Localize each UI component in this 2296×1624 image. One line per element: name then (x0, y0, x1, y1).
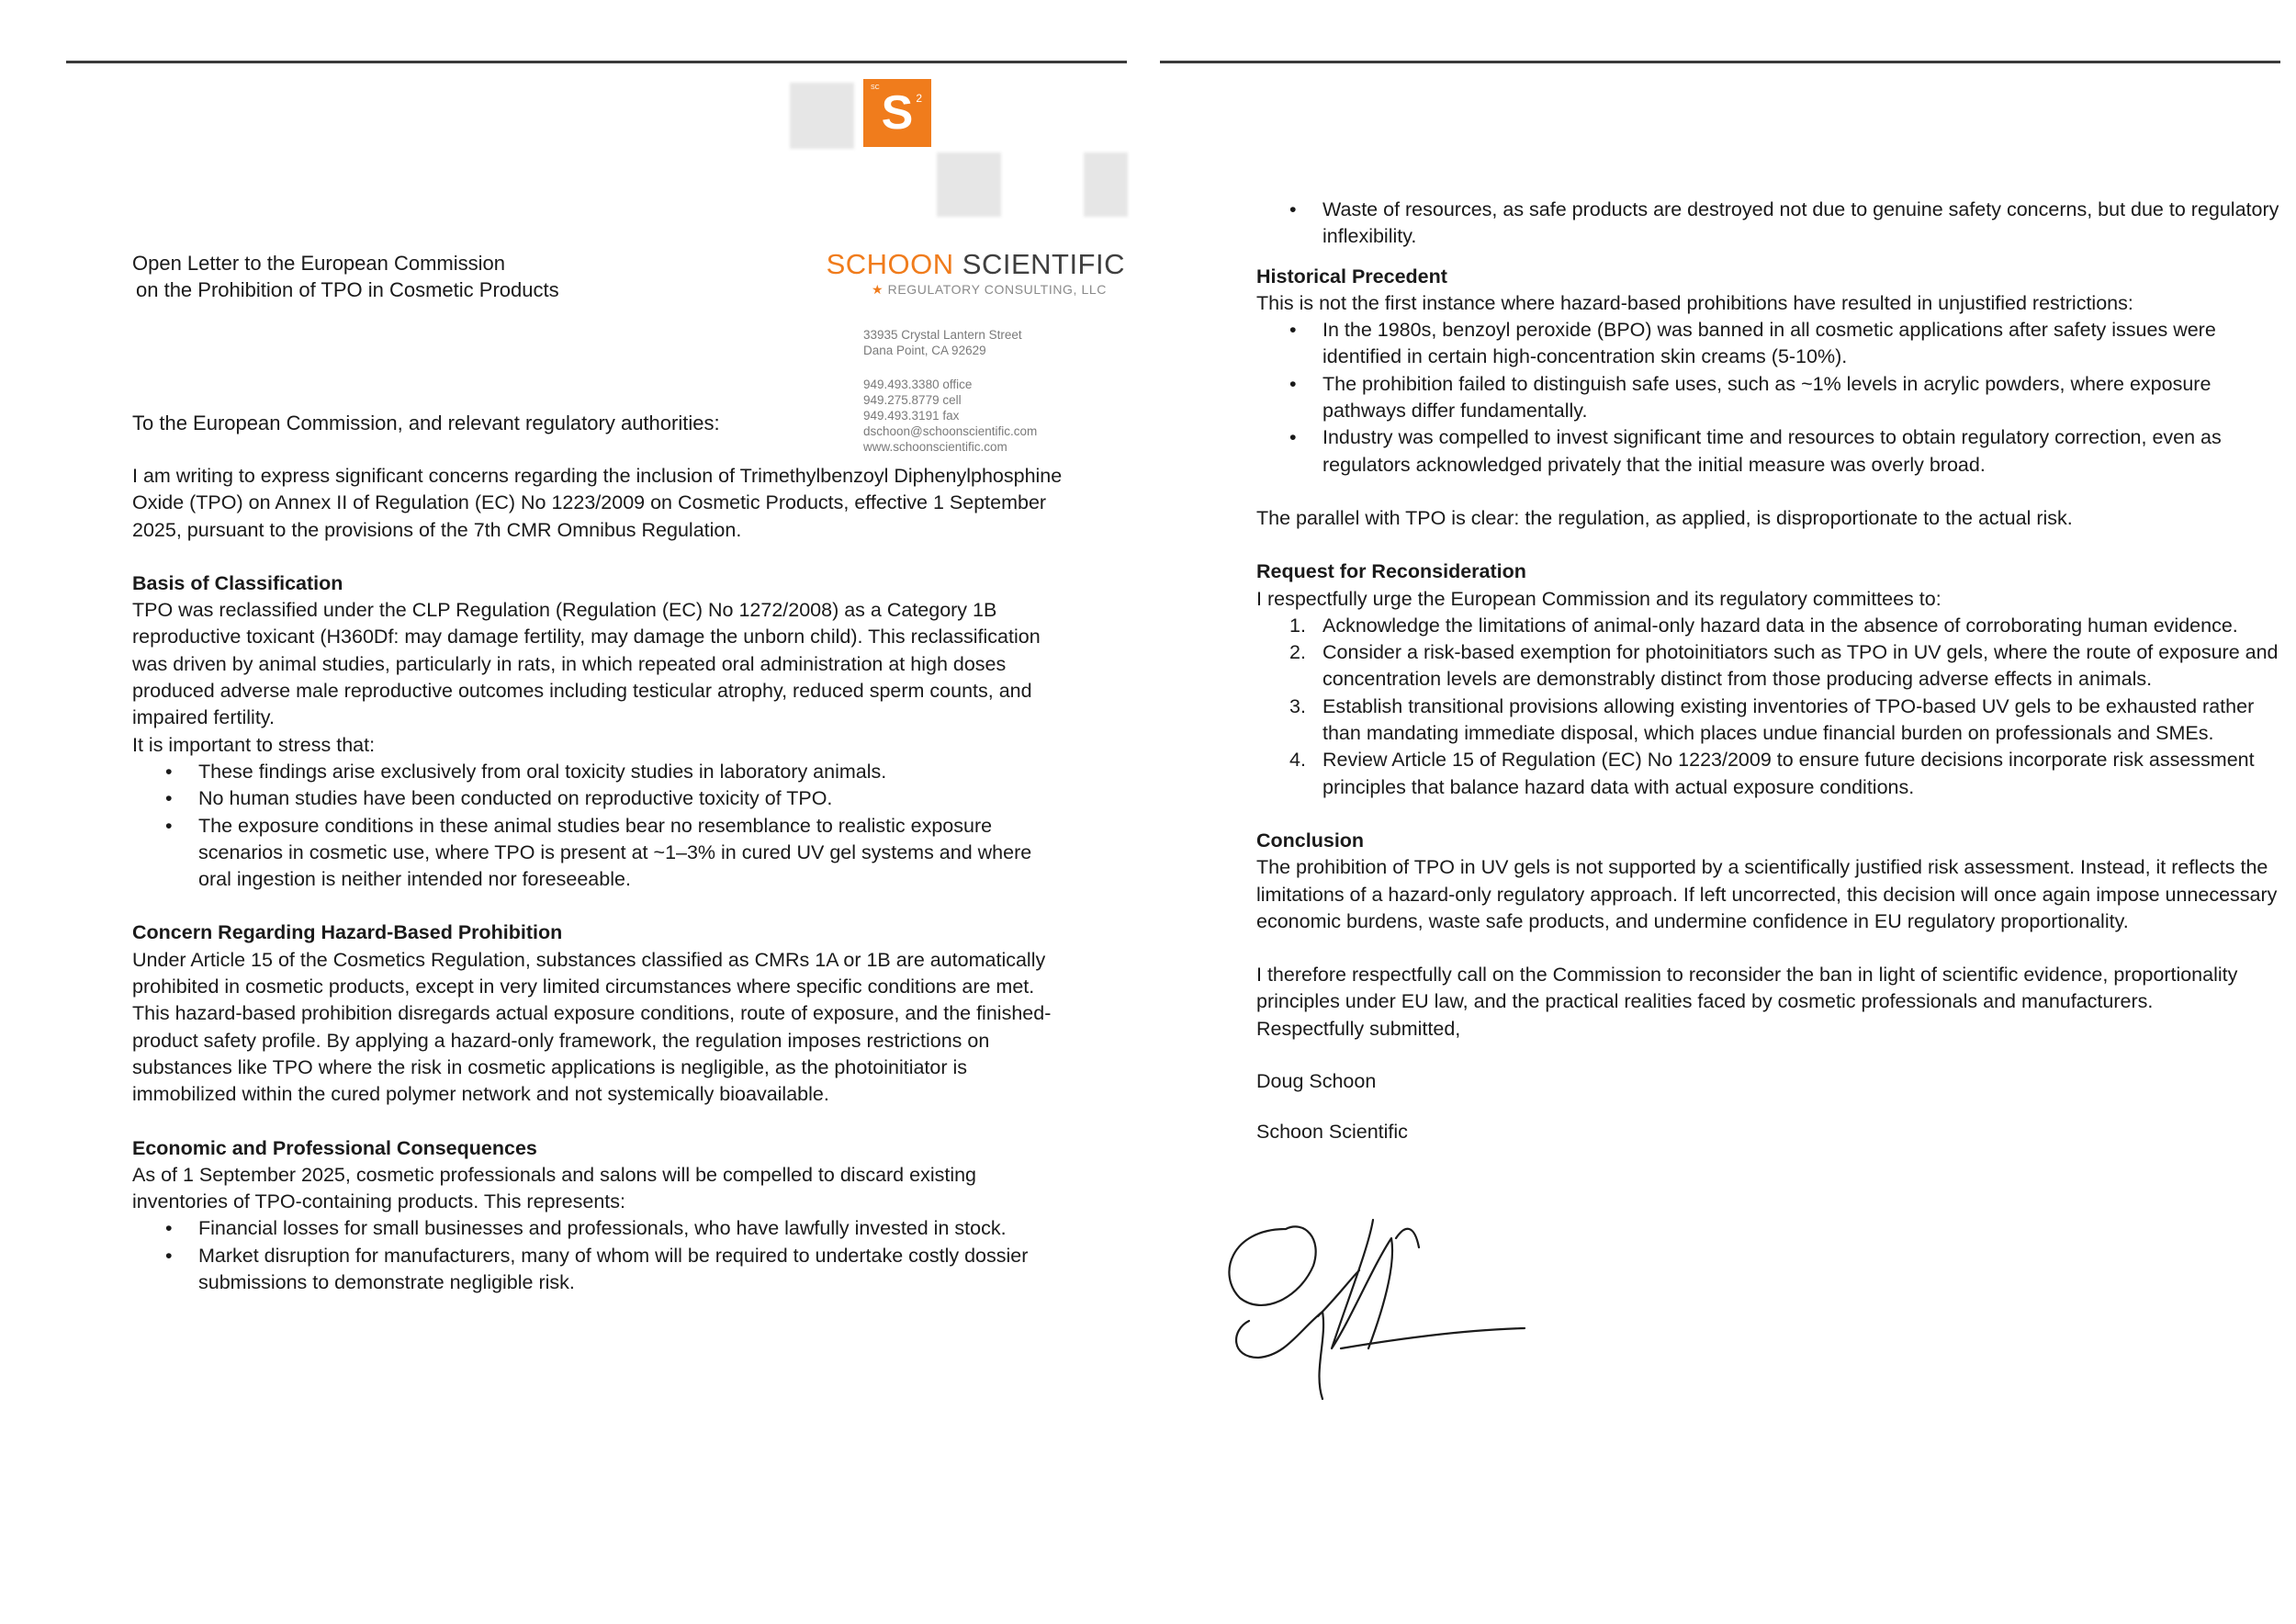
company-name: SCHOON SCIENTIFIC (826, 248, 1125, 280)
bullet-list (1256, 317, 2294, 479)
numbered-list (1256, 613, 2294, 801)
company-address: 33935 Crystal Lantern Street Dana Point, CA 92629 (863, 328, 1022, 357)
top-rule (66, 61, 1127, 63)
letter-body-right (1256, 197, 2294, 1146)
paragraph: The prohibition of TPO in UV gels is not supported by a scientifically justified risk assessment. Instead, it reflects the limitations of a hazard-only regulatory approach. If left uncorrected, this decision will once again impose unnecessary economic burdens, waste safe products, and undermine confidence in EU regulatory proportionality. (1256, 856, 2278, 932)
signoff: Respectfully submitted, (1256, 1017, 1461, 1040)
paragraph: TPO was reclassified under the CLP Regulation (Regulation (EC) No 1272/2008) as a Category 1B reproductive toxicant (H360Df: may damage fertility, may damage the unborn child). This reclassification was driven by animal studies, particularly in rats, in which repeated oral administration at high doses produced adverse male reproductive outcomes including testicular atrophy, reduced sperm counts, and impaired fertility. (132, 599, 1041, 729)
section-heading: Historical Precedent (1256, 265, 1447, 288)
bullet-list (1256, 197, 2294, 251)
list-item: • Market disruption for manufacturers, many of whom will be required to undertake costly dossier submissions to demonstrate negligible risk. (198, 1243, 1064, 1297)
list-item: 2. Consider a risk-based exemption for photoinitiators such as TPO in UV gels, where the route of exposure and concentration levels are demonstrably distinct from those producing adverse effects in animals. (1289, 641, 2279, 691)
handwritten-signature (1212, 1211, 1598, 1422)
list-item: • No human studies have been conducted on reproductive toxicity of TPO. (198, 785, 1064, 812)
paragraph: Under Article 15 of the Cosmetics Regulation, substances classified as CMRs 1A or 1B are automatically prohibited in cosmetic products, except in very limited circumstances where specific conditions are met. This hazard-based prohibition disregards actual exposure conditions, route of exposure, and the finished-product safety profile. By applying a hazard-only framework, the regulation imposes restrictions on substances like TPO where the risk in cosmetic applications is negligible, as the photoinitiator is immobilized within the cured polymer network and not systemically bioavailable. (132, 948, 1052, 1106)
list-item: • Waste of resources, as safe products are destroyed not due to genuine safety concerns, but due to regulatory inflexibility. (1322, 197, 2294, 251)
logo-mark: SC S 2 (863, 79, 931, 147)
salutation: To the European Commission, and relevant regulatory authorities: (132, 412, 720, 434)
section-heading: Request for Reconsideration (1256, 560, 1526, 583)
list-item: 4. Review Article 15 of Regulation (EC) No 1223/2009 to ensure future decisions incorporate risk assessment principles that balance hazard data with actual exposure conditions. (1289, 749, 2255, 798)
section-heading: Basis of Classification (132, 571, 343, 594)
star-icon: ★ (871, 282, 884, 297)
paragraph: This is not the first instance where hazard-based prohibitions have resulted in unjustified restrictions: (1256, 291, 2133, 314)
company-contacts: 949.493.3380 office 949.275.8779 cell 949.493.3191 fax dschoon@schoonscientific.com www.schoonscientific.com (863, 378, 1038, 454)
list-item: • In the 1980s, benzoyl peroxide (BPO) was banned in all cosmetic applications after safety issues were identified in certain high-concentration skin creams (5-10%). (1322, 317, 2294, 371)
top-rule (1160, 61, 2280, 63)
letter-page-1 (0, 0, 1143, 1624)
list-item: • These findings arise exclusively from oral toxicity studies in laboratory animals. (198, 759, 1064, 785)
bullet-list (132, 1215, 1064, 1296)
list-item: • The prohibition failed to distinguish safe uses, such as ~1% levels in acrylic powders, where exposure pathways differ fundamentally. (1322, 371, 2294, 425)
list-item: 1. Acknowledge the limitations of animal-only hazard data in the absence of corroborating human evidence. (1289, 614, 2238, 637)
section-heading: Conclusion (1256, 829, 1365, 851)
bullet-list (132, 759, 1064, 893)
paragraph: As of 1 September 2025, cosmetic professionals and salons will be compelled to discard existing inventories of TPO-containing products. This represents: (132, 1163, 977, 1213)
paragraph: It is important to stress that: (132, 733, 376, 756)
paragraph: I therefore respectfully call on the Commission to reconsider the ban in light of scientific evidence, proportionality principles under EU law, and the practical realities faced by cosmetic professionals and manufacturers. (1256, 964, 2238, 1013)
signer-organization: Schoon Scientific (1256, 1121, 1408, 1144)
intro-paragraph: I am writing to express significant concerns regarding the inclusion of Trimethylbenzoyl Diphenylphosphine Oxide (TPO) on Annex II of Regulation (EC) No 1223/2009 on Cosmetic Products, effective 1 September 2025, pursuant to the provisions of the 7th CMR Omnibus Regulation. (132, 465, 1063, 541)
section-heading: Economic and Professional Consequences (132, 1136, 537, 1159)
letter-body-left (132, 463, 1064, 1296)
letter-title: Open Letter to the European Commission on the Prohibition of TPO in Cosmetic Products (132, 252, 559, 301)
paragraph: I respectfully urge the European Commission and its regulatory committees to: (1256, 587, 1941, 610)
list-item: • Industry was compelled to invest significant time and resources to obtain regulatory correction, even as regulators acknowledged privately that the initial measure was overly broad. (1322, 424, 2294, 479)
list-item: 3. Establish transitional provisions allowing existing inventories of TPO-based UV gels to be exhausted rather than mandating immediate disposal, which places undue financial burden on professionals and SMEs. (1289, 694, 2255, 745)
list-item: • Financial losses for small businesses and professionals, who have lawfully invested in stock. (198, 1215, 1064, 1242)
list-item: • The exposure conditions in these animal studies bear no resemblance to realistic exposure scenarios in cosmetic use, where TPO is present at ~1–3% in cured UV gel systems and where oral ingestion is neither intended nor foreseeable. (198, 813, 1064, 894)
section-heading: Concern Regarding Hazard-Based Prohibition (132, 921, 563, 944)
company-logo (790, 79, 1130, 221)
paragraph: The parallel with TPO is clear: the regulation, as applied, is disproportionate to the actual risk. (1256, 506, 2073, 529)
signer-name: Doug Schoon (1256, 1070, 1377, 1093)
company-tagline: ★ REGULATORY CONSULTING, LLC (871, 282, 1107, 297)
